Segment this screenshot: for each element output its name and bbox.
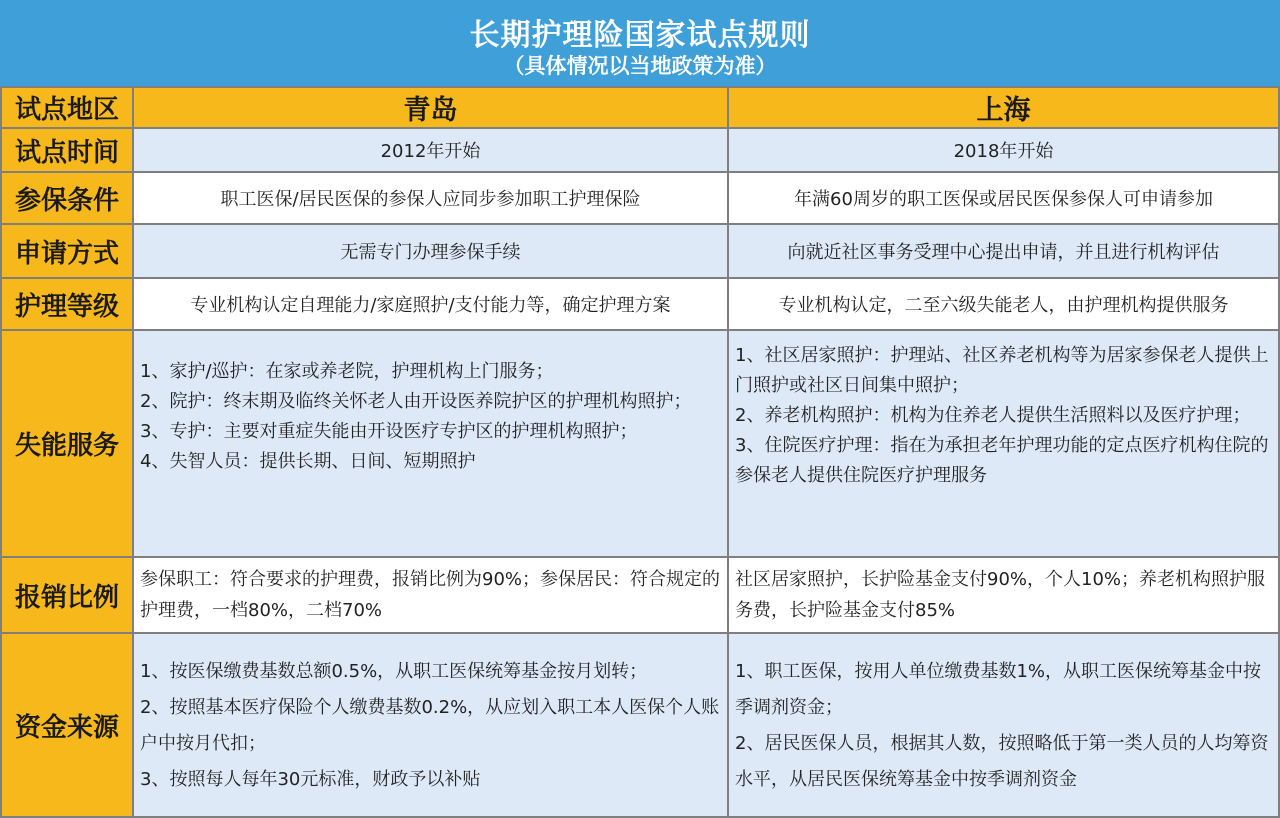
- qingdao-reimbursement: [134, 558, 727, 632]
- qingdao-services: [134, 331, 727, 556]
- header-shanghai: 上海: [729, 88, 1278, 127]
- shanghai-time: 2018年开始: [729, 129, 1278, 171]
- table-title: 长期护理险国家试点规则: [469, 18, 811, 53]
- table-subtitle: （具体情况以当地政策为准）: [503, 54, 777, 78]
- list-item: 3、专护：主要对重症失能由开设医疗专护区的护理机构照护；: [140, 421, 638, 442]
- qingdao-eligibility: 职工医保/居民医保的参保人应同步参加职工护理保险: [134, 173, 727, 223]
- row-label-reimbursement: 报销比例: [2, 558, 132, 632]
- shanghai-funding: [729, 634, 1278, 816]
- list-item: 2、院护：终末期及临终关怀老人由开设医养院护区的护理机构照护；: [140, 391, 692, 412]
- list-item: 1、职工医保，按用人单位缴费基数1%，从职工医保统筹基金中按季调剂资金；: [735, 661, 1262, 718]
- header-label-region: 试点地区: [2, 88, 132, 127]
- qingdao-care-level: 专业机构认定自理能力/家庭照护/支付能力等，确定护理方案: [134, 279, 727, 329]
- row-label-funding: 资金来源: [2, 634, 132, 816]
- header-qingdao: 青岛: [134, 88, 727, 127]
- title-band: [0, 0, 1280, 86]
- list-item: 3、住院医疗护理：指在为承担老年护理功能的定点医疗机构住院的参保老人提供住院医疗护理服务: [735, 435, 1269, 486]
- list-item: 1、社区居家照护：护理站、社区养老机构等为居家参保老人提供上门照护或社区日间集中照护；: [735, 345, 1269, 396]
- list-item: 社区居家照护，长护险基金支付90%，个人10%；养老机构照护服务费，长护险基金支付85%: [735, 569, 1266, 621]
- shanghai-eligibility: 年满60周岁的职工医保或居民医保参保人可申请参加: [729, 173, 1278, 223]
- row-label-care-level: 护理等级: [2, 279, 132, 329]
- shanghai-application: 向就近社区事务受理中心提出申请，并且进行机构评估: [729, 225, 1278, 277]
- list-item: 2、养老机构照护：机构为住养老人提供生活照料以及医疗护理；: [735, 405, 1251, 426]
- row-label-application: 申请方式: [2, 225, 132, 277]
- list-item: 参保职工：符合要求的护理费，报销比例为90%；参保居民：符合规定的护理费，一档80%，二档70%: [140, 569, 721, 621]
- shanghai-reimbursement: [729, 558, 1278, 632]
- row-label-time: 试点时间: [2, 129, 132, 171]
- qingdao-funding: [134, 634, 727, 816]
- row-label-services: 失能服务: [2, 331, 132, 556]
- shanghai-services: [729, 331, 1278, 556]
- list-item: 4、失智人员：提供长期、日间、短期照护: [140, 451, 476, 472]
- list-item: 3、按照每人每年30元标准，财政予以补贴: [140, 769, 481, 790]
- shanghai-care-level: 专业机构认定，二至六级失能老人，由护理机构提供服务: [729, 279, 1278, 329]
- list-item: 1、按医保缴费基数总额0.5%，从职工医保统筹基金按月划转；: [140, 661, 648, 682]
- list-item: 2、按照基本医疗保险个人缴费基数0.2%，从应划入职工本人医保个人账户中按月代扣；: [140, 697, 720, 754]
- list-item: 1、家护/巡护：在家或养老院，护理机构上门服务；: [140, 361, 554, 382]
- qingdao-time: 2012年开始: [134, 129, 727, 171]
- row-label-eligibility: 参保条件: [2, 173, 132, 223]
- qingdao-application: 无需专门办理参保手续: [134, 225, 727, 277]
- list-item: 2、居民医保人员，根据其人数，按照略低于第一类人员的人均筹资水平，从居民医保统筹基金中按季调剂资金: [735, 733, 1269, 790]
